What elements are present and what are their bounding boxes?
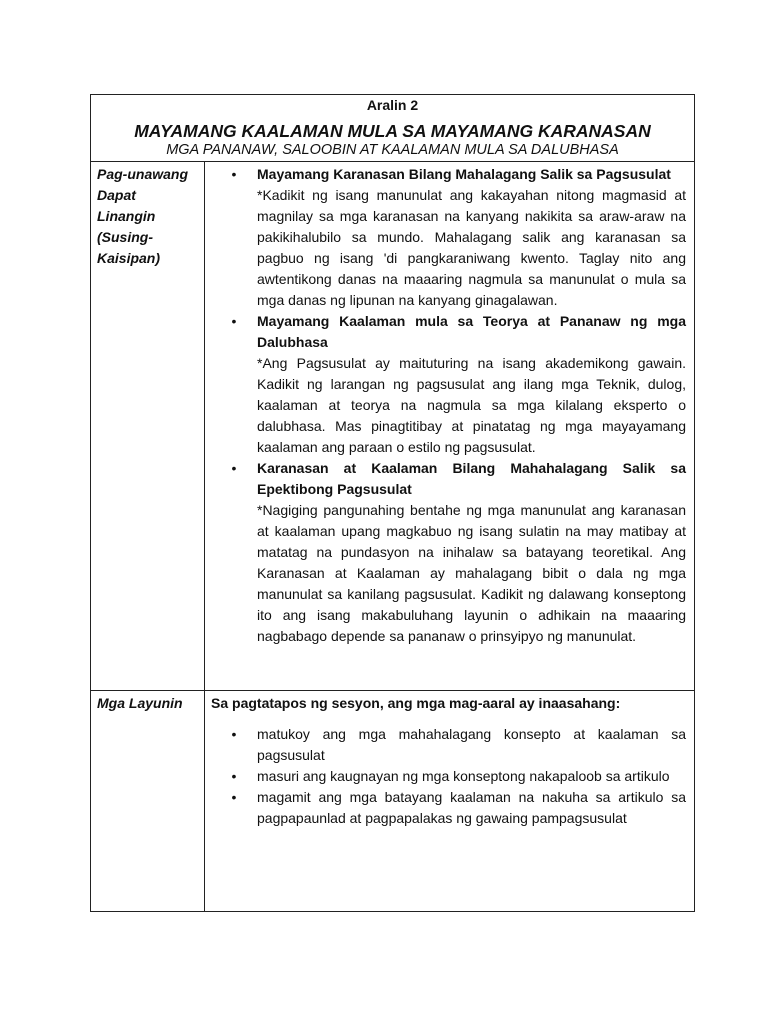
concept-item bbox=[211, 164, 686, 311]
label-line: Kaisipan) bbox=[97, 250, 161, 266]
table-header bbox=[91, 95, 694, 162]
concept-heading: Karanasan at Kaalaman Bilang Mahahalagang Salik sa Epektibong Pagsusulat bbox=[257, 460, 686, 497]
lesson-number: Aralin 2 bbox=[366, 97, 419, 113]
objective-item bbox=[211, 724, 686, 766]
objective-text: masuri ang kaugnayan ng mga konseptong nakapaloob sa artikulo bbox=[257, 768, 670, 784]
concept-heading: Mayamang Kaalaman mula sa Teorya at Pananaw ng mga Dalubhasa bbox=[257, 313, 686, 350]
objective-item bbox=[211, 787, 686, 829]
concept-item bbox=[211, 458, 686, 647]
label-line: Dapat bbox=[97, 187, 136, 203]
label-line: (Susing- bbox=[97, 229, 153, 245]
key-concepts-content bbox=[205, 162, 694, 690]
objectives-label: Mga Layunin bbox=[91, 691, 205, 911]
objectives-row bbox=[91, 690, 694, 911]
lesson-title: MAYAMANG KAALAMAN MULA SA MAYAMANG KARANASAN bbox=[134, 121, 651, 141]
bullet-icon: • bbox=[231, 768, 237, 784]
bullet-icon: • bbox=[231, 313, 237, 329]
objective-text: matukoy ang mga mahahalagang konsepto at kaalaman sa pagsusulat bbox=[257, 726, 686, 763]
objective-item bbox=[211, 766, 686, 787]
key-concepts-row bbox=[91, 162, 694, 690]
concept-body: *Ang Pagsusulat ay maituturing na isang akademikong gawain. Kadikit ng larangan ng pagsusulat ang ilang mga Teknik, dulog, kaalaman at teorya na nagmula sa mga kilalang eksperto o dalubhasa. Mas pinagtitibay at pinatatag ng mga mayayamang kaalaman ang paraan o estilo ng pagsusulat. bbox=[257, 355, 686, 455]
bullet-icon: • bbox=[231, 726, 237, 742]
lesson-subtitle: MGA PANANAW, SALOOBIN AT KAALAMAN MULA SA DALUBHASA bbox=[166, 142, 619, 158]
lesson-table bbox=[90, 94, 695, 912]
concept-heading: Mayamang Karanasan Bilang Mahalagang Salik sa Pagsusulat bbox=[257, 166, 671, 182]
label-line: Linangin bbox=[97, 208, 156, 224]
concept-body: *Kadikit ng isang manunulat ang kakayahan nitong magmasid at magnilay sa mga karanasan na kanyang nakikita sa araw-araw na pakikihalubilo sa mundo. Mahalagang salik ang karanasan sa pagbuo ng isang 'di pangkaraniwang kwento. Taglay nito ang awtentikong danas na maaaring nagmula sa manunulat o mula sa mga danas ng lipunan na kanyang ginagalawan. bbox=[257, 187, 686, 308]
objectives-lead: Sa pagtatapos ng sesyon, ang mga mag-aaral ay inaasahang: bbox=[211, 695, 621, 711]
bullet-icon: • bbox=[231, 789, 237, 805]
key-concepts-label bbox=[91, 162, 205, 690]
concept-body: *Nagiging pangunahing bentahe ng mga manunulat ang karanasan at kaalaman upang magkabuo ng isang sulatin na may matibay at matatag na pundasyon na inihalaw sa batayang teoretikal. Ang Karanasan at Kaalaman ay mahalagang bibit o dala ng mga manunulat sa kanilang pagsusulat. Kadikit ng dalawang konseptong ito ang isang makabuluhang layunin o adhikain na maaaring nagbabago depende sa pananaw o prinsyipyo ng manunulat. bbox=[257, 502, 686, 644]
concept-item bbox=[211, 311, 686, 458]
objective-text: magamit ang mga batayang kaalaman na nakuha sa artikulo sa pagpapaunlad at pagpapalakas ng gawaing pampagsusulat bbox=[257, 789, 686, 826]
bullet-icon: • bbox=[231, 166, 237, 182]
bullet-icon: • bbox=[231, 460, 237, 476]
label-line: Pag-unawang bbox=[97, 166, 189, 182]
objectives-content bbox=[205, 691, 694, 911]
